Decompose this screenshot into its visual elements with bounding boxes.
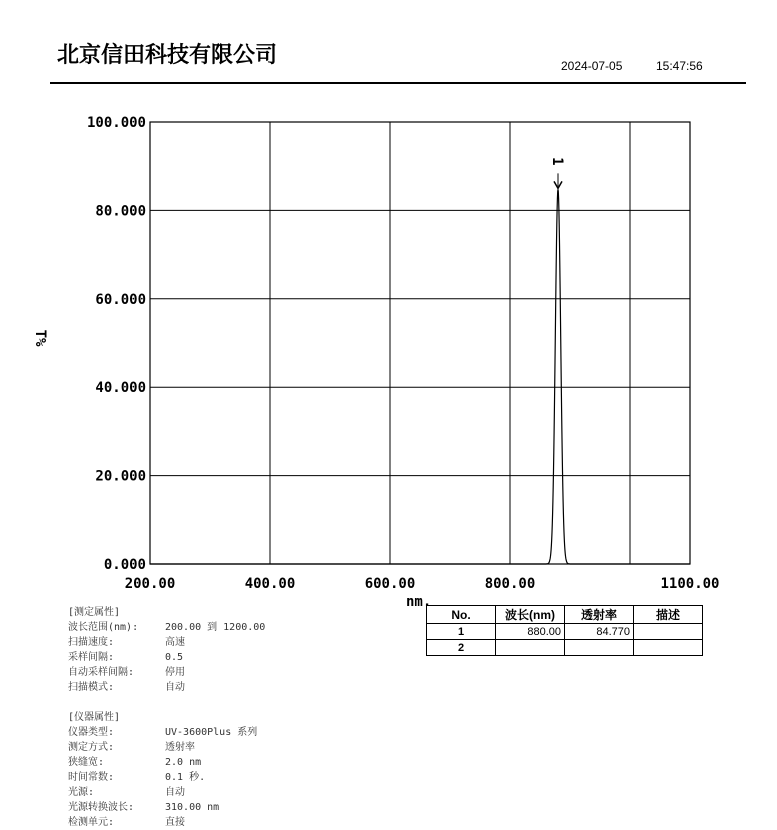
property-row <box>68 725 265 740</box>
property-value: 自动 <box>165 787 185 798</box>
property-key: 扫描速度: <box>68 637 115 648</box>
peak-label: 1 <box>549 157 565 166</box>
property-row <box>68 800 265 815</box>
table-row <box>427 640 703 656</box>
report-date: 2024-07-05 <box>561 59 623 73</box>
property-row <box>68 665 265 680</box>
y-tick-label: 60.000 <box>95 291 146 308</box>
report-time: 15:47:56 <box>656 59 703 73</box>
col-description: 描述 <box>634 606 703 624</box>
property-value: 200.00 到 1200.00 <box>165 622 266 633</box>
properties-panel <box>68 605 265 830</box>
property-key: 测定方式: <box>68 742 115 753</box>
company-name: 北京信田科技有限公司 <box>57 42 278 68</box>
property-key: 波长范围(nm): <box>68 622 139 633</box>
property-key: 光源: <box>68 787 95 798</box>
property-row <box>68 740 265 755</box>
y-tick-label: 40.000 <box>95 380 146 397</box>
cell-transmittance: 84.770 <box>565 624 634 640</box>
cell-wavelength <box>496 640 565 656</box>
cell-no: 1 <box>427 624 496 640</box>
property-key: 光源转换波长: <box>68 802 135 813</box>
cell-description <box>634 640 703 656</box>
x-tick-label: 1100.00 <box>660 576 720 592</box>
property-row <box>68 815 265 830</box>
property-value: 自动 <box>165 682 185 693</box>
property-key: 自动采样间隔: <box>68 667 135 678</box>
x-tick-label: 800.00 <box>484 576 536 592</box>
property-row <box>68 770 265 785</box>
property-row <box>68 785 265 800</box>
cell-wavelength: 880.00 <box>496 624 565 640</box>
property-key: 采样间隔: <box>68 652 115 663</box>
property-value: 310.00 nm <box>165 802 220 813</box>
peak-table <box>426 605 703 656</box>
col-transmittance: 透射率 <box>565 606 634 624</box>
property-value: 停用 <box>165 667 185 678</box>
property-key: 时间常数: <box>68 772 115 783</box>
y-tick-label: 80.000 <box>95 203 146 220</box>
col-wavelength: 波长(nm) <box>496 606 565 624</box>
property-row <box>68 650 265 665</box>
property-row <box>68 635 265 650</box>
property-value: 直接 <box>165 817 185 828</box>
cell-no: 2 <box>427 640 496 656</box>
property-key: 仪器类型: <box>68 727 115 738</box>
table-header-row <box>427 606 703 624</box>
y-axis-label: T% <box>32 329 48 347</box>
y-tick-label: 20.000 <box>95 468 146 485</box>
property-key: 扫描模式: <box>68 682 115 693</box>
property-value: 0.1 秒. <box>165 772 206 783</box>
plot-frame <box>150 122 690 564</box>
property-value: 透射率 <box>165 742 195 753</box>
section-title: [测定属性] <box>68 607 121 618</box>
property-row <box>68 680 265 695</box>
y-tick-label: 100.000 <box>86 115 146 131</box>
table-row <box>427 624 703 640</box>
property-value: UV-3600Plus 系列 <box>165 727 258 738</box>
property-row <box>68 620 265 635</box>
property-key: 狭缝宽: <box>68 757 105 768</box>
col-no: No. <box>427 606 496 624</box>
property-value: 2.0 nm <box>165 757 202 768</box>
y-tick-label: 0.000 <box>103 557 146 573</box>
x-tick-label: 600.00 <box>364 576 416 592</box>
property-row <box>68 755 265 770</box>
spacer <box>68 695 265 710</box>
property-value: 0.5 <box>165 652 184 663</box>
x-tick-label: 400.00 <box>244 576 296 592</box>
x-axis-label: nm. <box>406 594 432 610</box>
property-key: 检测单元: <box>68 817 115 828</box>
cell-description <box>634 624 703 640</box>
property-value: 高速 <box>165 637 185 648</box>
section-title: [仪器属性] <box>68 712 121 723</box>
x-tick-label: 200.00 <box>124 576 176 592</box>
cell-transmittance <box>565 640 634 656</box>
spectrum-line <box>150 189 690 564</box>
